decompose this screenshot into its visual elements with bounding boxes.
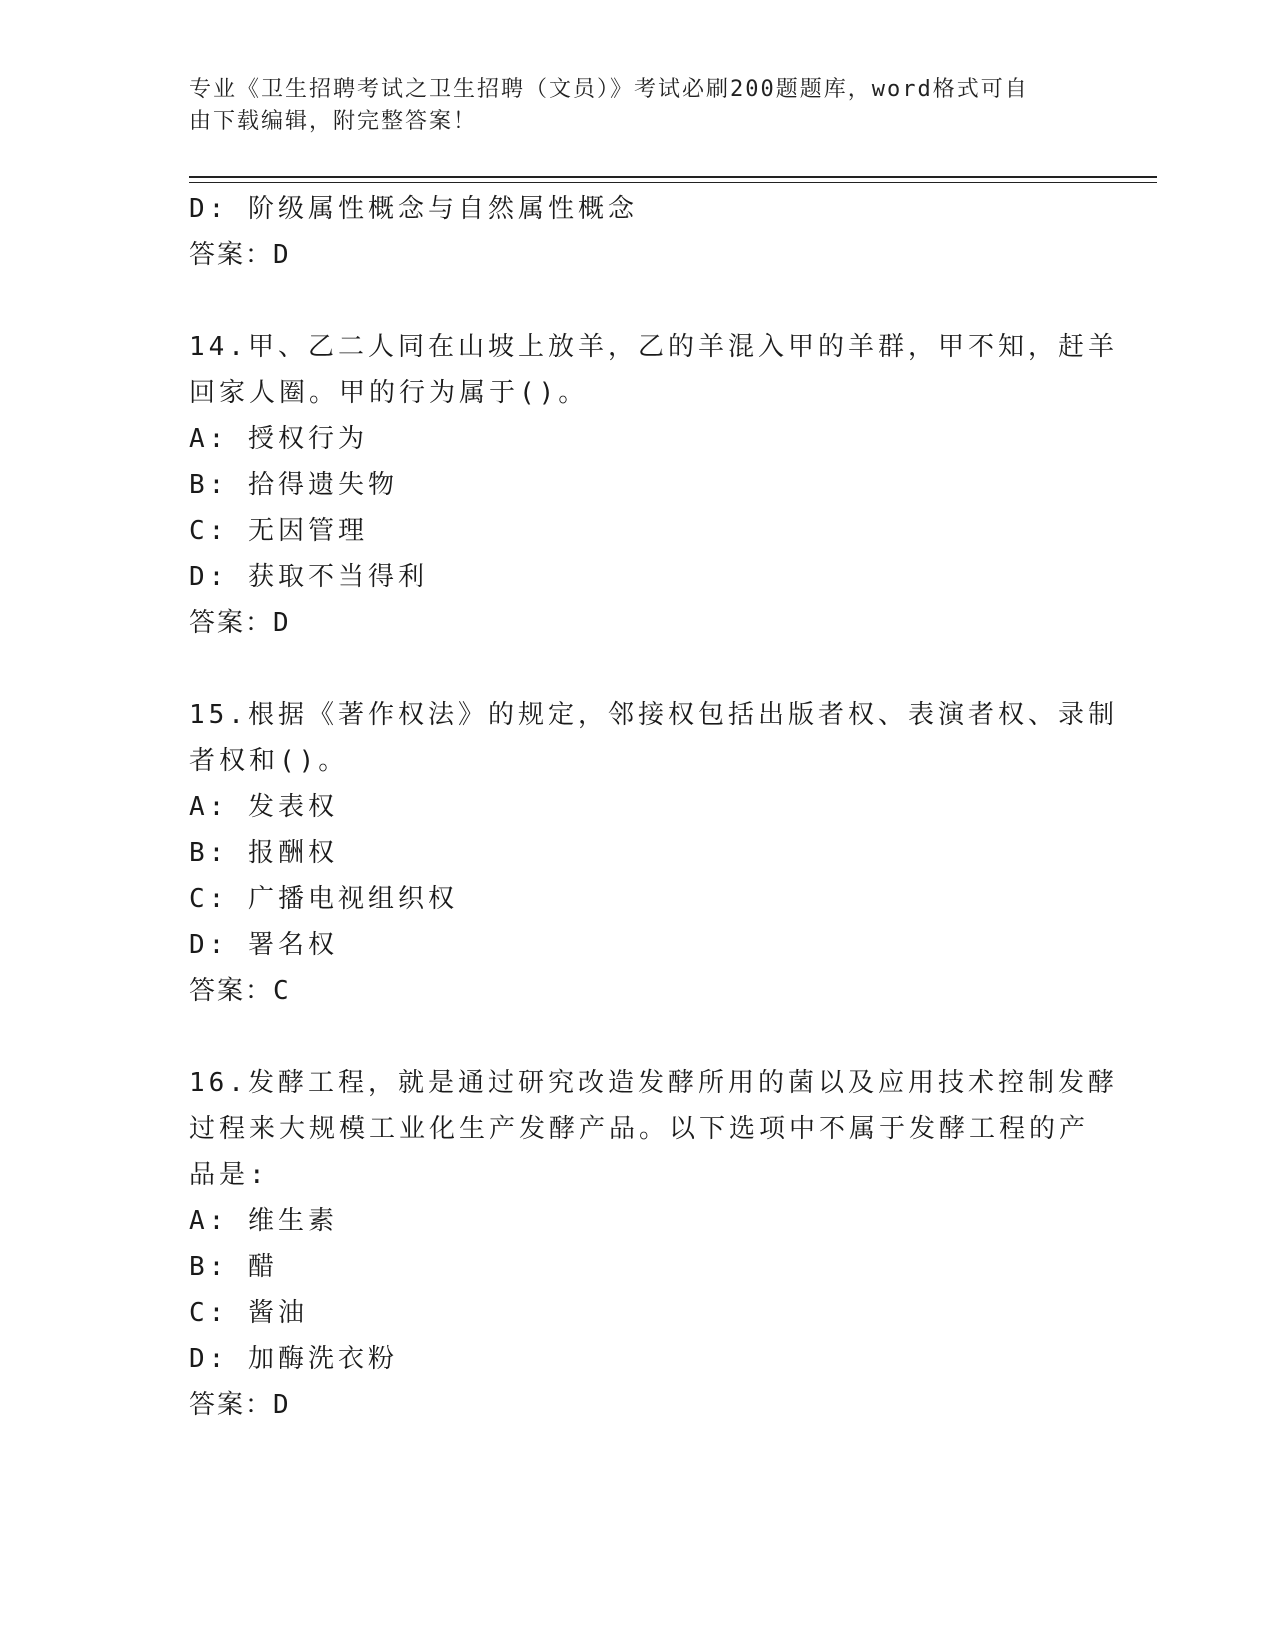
spacer [189,1014,1089,1060]
option-a: A: 发表权 [189,792,338,822]
question-stem-line: 回家人圈。甲的行为属于()。 [189,378,589,408]
answer-line: 答案：D [189,1390,291,1420]
question-stem-line: 15.根据《著作权法》的规定，邻接权包括出版者权、表演者权、录制 [189,700,1118,730]
answer-line: 答案：C [189,976,291,1006]
spacer [189,278,1089,324]
option-b: B: 醋 [189,1252,278,1282]
option-d: D: 阶级属性概念与自然属性概念 [189,194,638,224]
answer-line: 答案：D [189,240,291,270]
question-stem-line: 16.发酵工程，就是通过研究改造发酵所用的菌以及应用技术控制发酵 [189,1068,1118,1098]
carryover-question [189,186,1089,278]
spacer [189,646,1089,692]
option-c: C: 无因管理 [189,516,368,546]
question-stem-line: 者权和()。 [189,746,349,776]
answer-line: 答案：D [189,608,291,638]
option-c: C: 酱油 [189,1298,308,1328]
document-header [189,74,1089,138]
option-b: B: 报酬权 [189,838,338,868]
option-b: B: 拾得遗失物 [189,470,398,500]
question-stem-line: 过程来大规模工业化生产发酵产品。以下选项中不属于发酵工程的产 [189,1114,1090,1144]
header-line-1: 专业《卫生招聘考试之卫生招聘（文员）》考试必刷200题题库，word格式可自 [189,77,1029,102]
option-d: D: 署名权 [189,930,338,960]
document-body [189,186,1118,1428]
option-a: A: 授权行为 [189,424,368,454]
header-line-2: 由下载编辑，附完整答案！ [189,109,478,134]
header-divider [189,176,1157,183]
question-16 [189,1060,1118,1428]
question-15 [189,692,1118,1014]
question-14 [189,324,1118,646]
question-stem-line: 14.甲、乙二人同在山坡上放羊，乙的羊混入甲的羊群，甲不知，赶羊 [189,332,1118,362]
question-stem-line: 品是: [189,1160,269,1190]
option-a: A: 维生素 [189,1206,338,1236]
option-d: D: 加酶洗衣粉 [189,1344,398,1374]
option-d: D: 获取不当得利 [189,562,428,592]
option-c: C: 广播电视组织权 [189,884,458,914]
